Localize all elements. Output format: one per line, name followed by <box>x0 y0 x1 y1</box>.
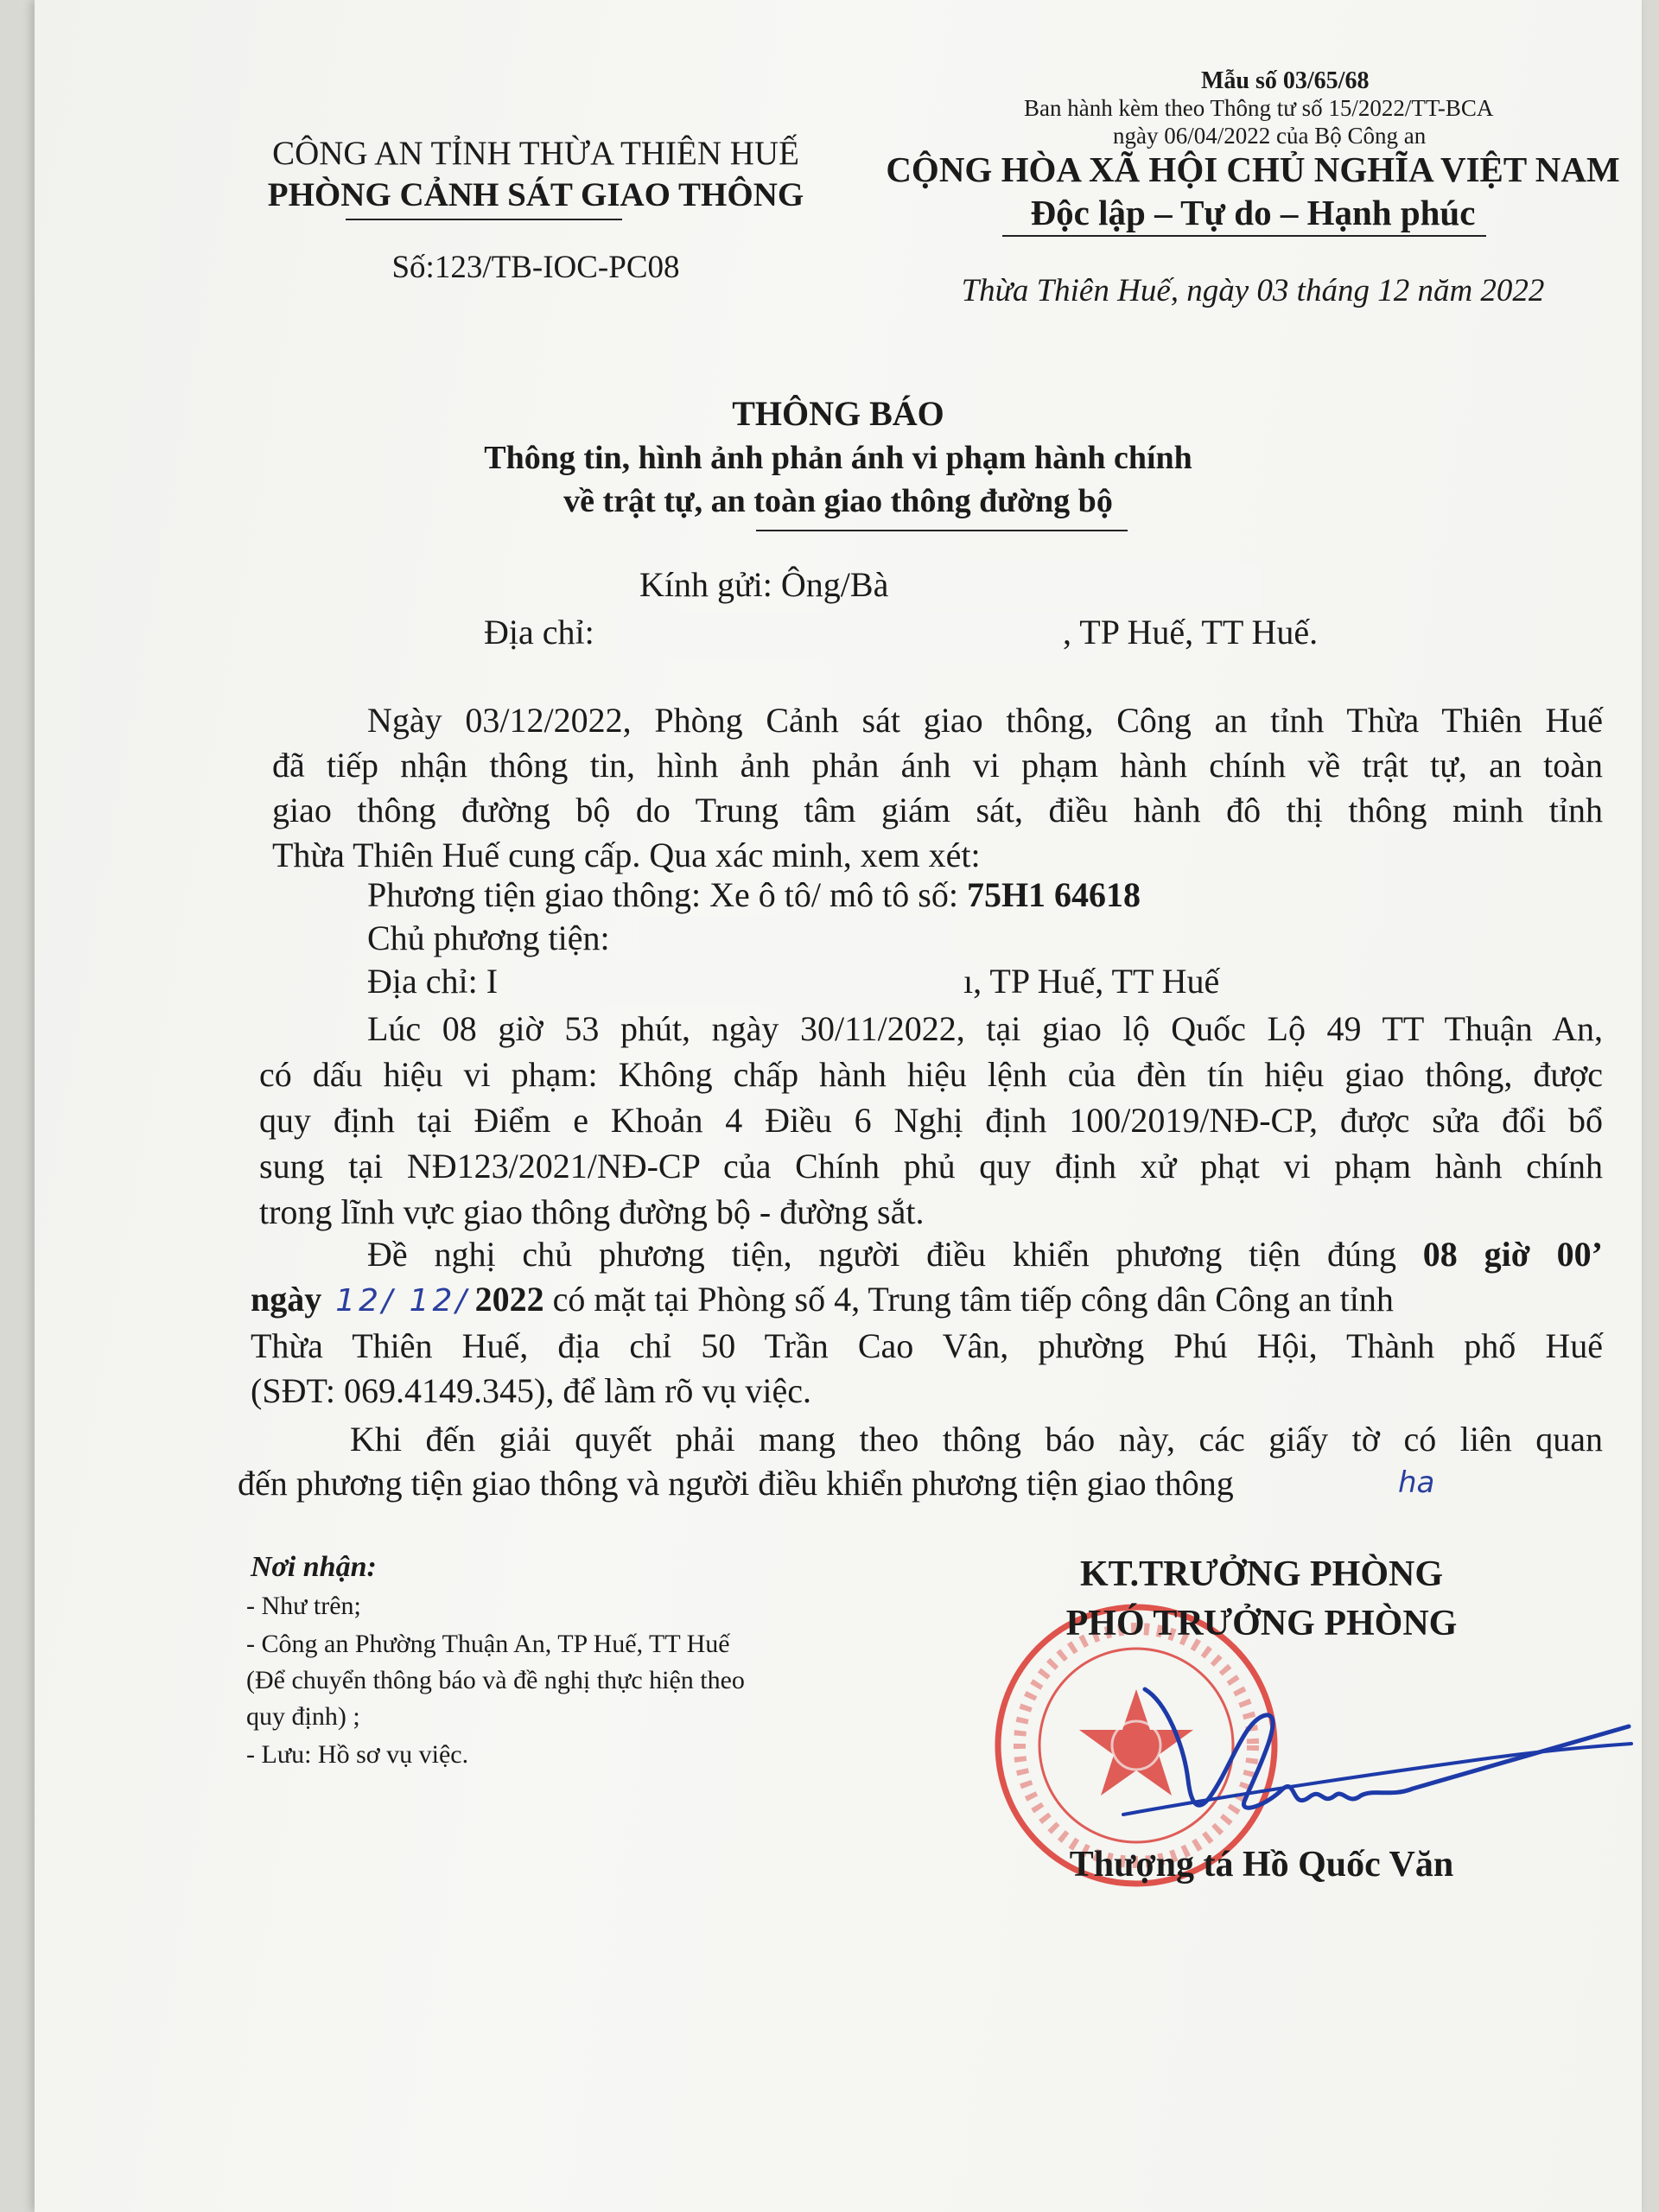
owner-label: Chủ phương tiện: <box>367 918 610 957</box>
paragraph-2-line-1: Lúc 08 giờ 53 phút, ngày 30/11/2022, tại giao lộ Quốc Lộ 49 TT Thuận An, <box>367 1009 1603 1048</box>
address-redacted <box>613 613 1097 658</box>
form-date-text: ngày 06/04/2022 của Bộ Công an <box>1113 123 1427 149</box>
vehicle-line <box>367 874 1141 915</box>
paragraph-1-line-4: Thừa Thiên Huế cung cấp. Qua xác minh, xem xét: <box>272 836 981 874</box>
form-number: Mẫu số 03/65/68 <box>1201 67 1370 94</box>
paragraph-2-line-3: quy định tại Điểm e Khoản 4 Điều 6 Nghị định 100/2019/NĐ-CP, được sửa đổi bổ <box>259 1101 1603 1140</box>
paragraph-4-line-2: đến phương tiện giao thông và người điều khiển phương tiện giao thông <box>238 1464 1234 1503</box>
paragraph-3-line-2 <box>251 1279 1394 1319</box>
document-number: Số:123/TB-IOC-PC08 <box>391 250 680 285</box>
signer-title-2: PHÓ TRƯỞNG PHÒNG <box>1065 1604 1458 1643</box>
handwritten-initials: ha <box>1398 1465 1435 1500</box>
agency-name: PHÒNG CẢNH SÁT GIAO THÔNG <box>267 176 804 213</box>
paragraph-3-location: có mặt tại Phòng số 4, Trung tâm tiếp công dân Công an tỉnh <box>543 1280 1394 1319</box>
national-motto: Độc lập – Tự do – Hạnh phúc <box>1030 193 1476 232</box>
place-date: Thừa Thiên Huế, ngày 03 tháng 12 năm 2022 <box>961 273 1545 308</box>
recipient-item-1: - Như trên; <box>246 1592 361 1620</box>
country-name: CỘNG HÒA XÃ HỘI CHỦ NGHĨA VIỆT NAM <box>886 149 1620 189</box>
recipient-label: Kính gửi: Ông/Bà <box>639 565 889 604</box>
paragraph-3-line-1 <box>367 1234 1603 1274</box>
signer-title-1: KT.TRƯỞNG PHÒNG <box>1080 1554 1443 1594</box>
paragraph-1-line-2: đã tiếp nhận thông tin, hình ảnh phản ánh vi phạm hành chính về trật tự, an toàn <box>272 746 1603 785</box>
recipient-item-2: - Công an Phường Thuận An, TP Huế, TT Huế <box>246 1630 730 1658</box>
paragraph-2-line-5: trong lĩnh vực giao thông đường bộ - đường sắt. <box>259 1192 925 1231</box>
agency-underline <box>346 219 622 220</box>
form-issued-text: Ban hành kèm theo Thông tư số 15/2022/TT-BCA <box>1024 95 1494 121</box>
title-underline <box>756 530 1128 531</box>
paragraph-1-line-1: Ngày 03/12/2022, Phòng Cảnh sát giao thông, Công an tỉnh Thừa Thiên Huế <box>367 701 1603 740</box>
appointment-day-label: ngày <box>251 1280 322 1319</box>
appointment-time: 08 giờ 00’ <box>1422 1235 1603 1274</box>
document-page <box>35 0 1642 2212</box>
motto-underline <box>1002 235 1486 237</box>
signer-name: Thượng tá Hồ Quốc Văn <box>1069 1845 1454 1885</box>
owner-address-redacted <box>514 959 963 1006</box>
vehicle-plate: 75H1 64618 <box>966 875 1141 914</box>
address-label: Địa chỉ: <box>484 613 594 652</box>
appointment-handwritten-date: 12/ 12/ <box>335 1283 470 1319</box>
recipient-item-5: - Lưu: Hồ sơ vụ việc. <box>246 1740 469 1769</box>
document-subtitle-2: về trật tự, an toàn giao thông đường bộ <box>563 483 1113 519</box>
paragraph-3-line-3: Thừa Thiên Huế, địa chỉ 50 Trần Cao Vân, phường Phú Hội, Thành phố Huế <box>251 1326 1603 1365</box>
address-tail: , TP Huế, TT Huế. <box>1063 613 1319 652</box>
paragraph-1-line-3: giao thông đường bộ do Trung tâm giám sát, điều hành đô thị thông minh tỉnh <box>272 791 1603 830</box>
recipient-name-redacted <box>907 566 1262 607</box>
paragraph-4-line-1: Khi đến giải quyết phải mang theo thông báo này, các giấy tờ có liên quan <box>350 1420 1603 1459</box>
recipient-item-3: (Để chuyển thông báo và đề nghị thực hiện theo <box>246 1666 745 1694</box>
paragraph-3-text: Đề nghị chủ phương tiện, người điều khiển phương tiện đúng <box>367 1235 1423 1274</box>
paragraph-2-line-4: sung tại NĐ123/2021/NĐ-CP của Chính phủ quy định xử phạt vi phạm hành chính <box>259 1147 1603 1185</box>
document-title: THÔNG BÁO <box>732 394 944 433</box>
recipients-label: Nơi nhận: <box>251 1551 377 1583</box>
handwritten-signature <box>1115 1650 1633 1849</box>
appointment-year: 2022 <box>474 1280 544 1319</box>
paragraph-3-line-4: (SĐT: 069.4149.345), để làm rõ vụ việc. <box>251 1371 812 1410</box>
owner-name-redacted <box>639 916 950 961</box>
agency-parent: CÔNG AN TỈNH THỪA THIÊN HUẾ <box>272 135 799 172</box>
paragraph-2-line-2: có dấu hiệu vi phạm: Không chấp hành hiệu lệnh của đèn tín hiệu giao thông, được <box>259 1055 1603 1094</box>
document-subtitle-1: Thông tin, hình ảnh phản ánh vi phạm hành chính <box>484 440 1192 476</box>
recipient-item-4: quy định) ; <box>246 1702 360 1731</box>
vehicle-label: Phương tiện giao thông: Xe ô tô/ mô tô số: <box>367 875 967 914</box>
owner-address-label: Địa chỉ: I <box>367 962 499 1001</box>
owner-address-tail: ı, TP Huế, TT Huế <box>963 962 1220 1001</box>
